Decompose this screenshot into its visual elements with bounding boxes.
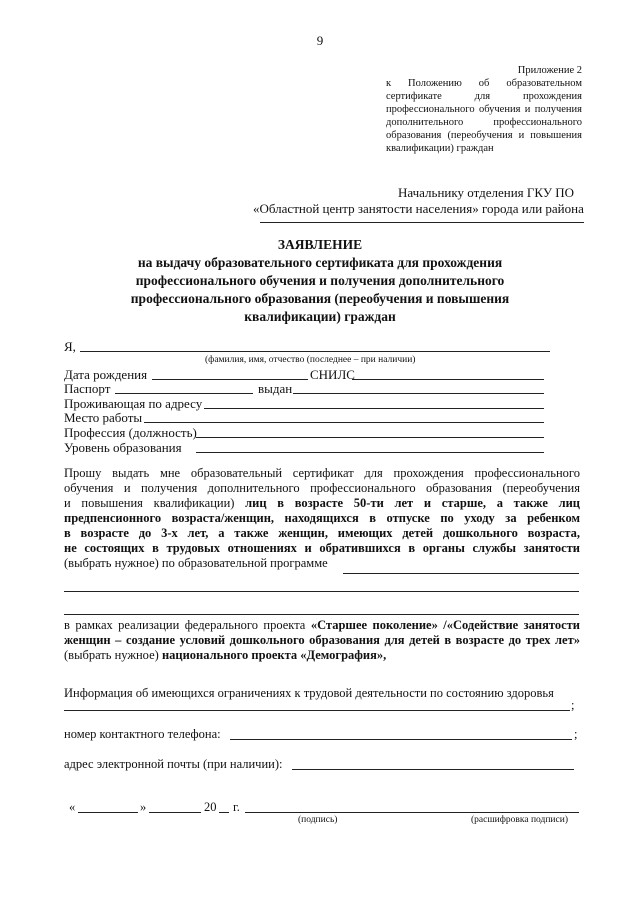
appendix-line: квалификации) граждан (386, 143, 494, 154)
snils-blank[interactable] (352, 379, 544, 380)
project-line-bold: национального проекта «Демография», (161, 648, 387, 662)
appendix-line: сертификате для прохождения (386, 91, 582, 102)
fio-blank[interactable] (80, 351, 550, 352)
date-day-blank[interactable] (78, 812, 138, 813)
appendix-line: дополнительного профессионального (386, 117, 582, 128)
appendix-block (386, 64, 582, 155)
i-label: Я, (64, 339, 76, 354)
request-line-bold: лиц в возрасте 50-ти лет и старше, а также лиц (245, 496, 580, 510)
doc-subtitle-line: профессионального обучения и получения дополнительного (135, 273, 505, 288)
date-year-blank[interactable] (219, 812, 229, 813)
addressee-line2: «Областной центр занятости населения» города или района (253, 201, 584, 216)
program-blank-2[interactable] (64, 591, 579, 592)
program-blank-3[interactable] (64, 614, 579, 615)
issued-label: выдан (258, 381, 293, 396)
request-line-bold (64, 511, 580, 526)
snils-label: СНИЛС (310, 367, 355, 382)
date-year-suffix: г. (233, 800, 240, 814)
doc-subtitle-line: профессионального образования (переобучения и повышения (130, 291, 510, 306)
issued-blank[interactable] (293, 393, 544, 394)
request-line: (выбрать нужное) по образовательной программе (64, 556, 328, 570)
project-line (64, 648, 580, 663)
passport-blank[interactable] (115, 393, 253, 394)
signature-caption: (подпись) (298, 815, 338, 825)
date-year-prefix: 20 (204, 800, 217, 814)
signature-blank[interactable] (245, 812, 579, 813)
education-blank[interactable] (196, 452, 544, 453)
project-line-bold: женщин – создание условий дошкольного образования для детей в возрасте до трех лет» (64, 633, 580, 647)
health-semicolon: ; (571, 698, 575, 712)
signature-decode-caption: (расшифровка подписи) (471, 815, 568, 825)
residing-label: Проживающая по адресу (64, 396, 203, 411)
health-blank[interactable] (64, 710, 570, 711)
project-paragraph (64, 618, 580, 663)
email-blank[interactable] (292, 769, 574, 770)
project-line-part: (выбрать нужное) (64, 648, 162, 662)
request-line-bold: в возрасте до 3-х лет, а также женщин, имеющих детей дошкольного возраста, (64, 526, 580, 540)
addressee-blank[interactable] (260, 222, 584, 223)
request-line: обучения и получения дополнительного профессионального образования (переобучения (64, 481, 580, 495)
fio-caption: (фамилия, имя, отчество (последнее – при наличии) (205, 355, 416, 365)
birth-date-label: Дата рождения (64, 367, 148, 382)
doc-title: ЗАЯВЛЕНИЕ (277, 237, 363, 252)
profession-label: Профессия (должность) (64, 425, 197, 440)
project-line-part: в рамках реализации федерального проекта (64, 618, 311, 632)
request-paragraph (64, 466, 580, 571)
addressee-line1: Начальнику отделения ГКУ ПО (398, 185, 575, 200)
request-line-bold (64, 541, 580, 556)
request-line-part: и повышения квалификации) (64, 496, 246, 510)
program-blank[interactable] (343, 573, 579, 574)
passport-label: Паспорт (64, 381, 111, 396)
health-label: Информация об имеющихся ограничениях к трудовой деятельности по состоянию здоровья (64, 686, 554, 700)
doc-subtitle-line: квалификации) граждан (244, 309, 396, 324)
page-number: 9 (316, 33, 324, 48)
phone-semicolon: ; (574, 727, 578, 741)
appendix-line: образования (переобучения и повышения (386, 130, 582, 141)
request-line-bold: предпенсионного возраста/женщин, находящихся в отпуске по уходу за ребенком (64, 511, 580, 525)
date-open-quote: « (69, 800, 76, 814)
request-line-bold: не состоящих в трудовых отношениях и обратившихся в органы службы занятости (64, 541, 580, 555)
request-line-bold (64, 526, 580, 541)
request-line: Прошу выдать мне образовательный сертификат для прохождения профессионального (64, 466, 580, 480)
project-line (64, 618, 580, 633)
workplace-blank[interactable] (144, 422, 544, 423)
residing-blank[interactable] (204, 408, 544, 409)
date-close-quote: » (140, 800, 147, 814)
project-line-bold (64, 633, 580, 648)
appendix-line: профессионального обучения и получения (386, 104, 582, 115)
phone-blank[interactable] (230, 739, 572, 740)
phone-label: номер контактного телефона: (64, 727, 221, 741)
education-label: Уровень образования (64, 440, 182, 455)
appendix-line: Приложение 2 (517, 65, 582, 76)
birth-date-blank[interactable] (152, 379, 308, 380)
workplace-label: Место работы (64, 410, 143, 425)
appendix-line: к Положению об образовательном (386, 78, 582, 89)
email-label: адрес электронной почты (при наличии): (64, 757, 283, 771)
date-month-blank[interactable] (149, 812, 201, 813)
request-line (64, 496, 580, 511)
project-line-bold: «Старшее поколение» /«Содействие занятости (310, 618, 580, 632)
doc-subtitle-line: на выдачу образовательного сертификата для прохождения (137, 255, 503, 270)
profession-blank[interactable] (196, 437, 544, 438)
